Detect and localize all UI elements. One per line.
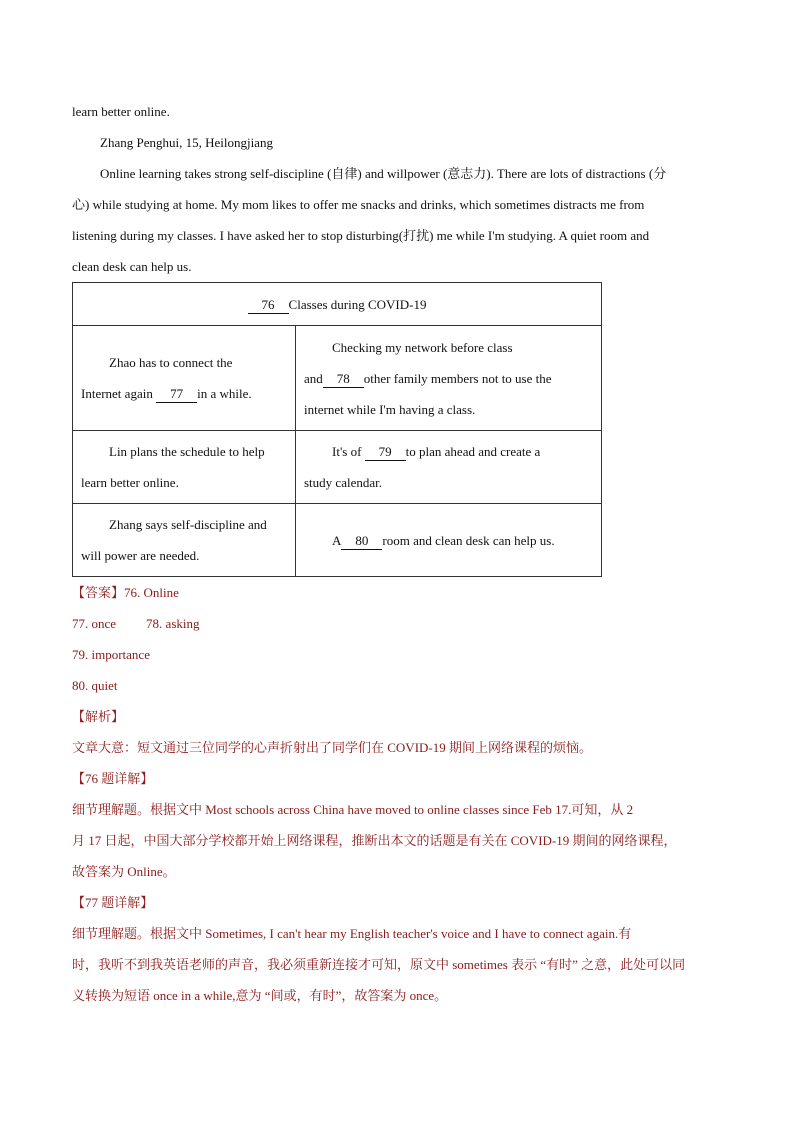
cell-text: other family members not to use the: [363, 370, 552, 386]
cell-text: A: [332, 532, 342, 548]
analysis-summary: 文章大意：短文通过三位同学的心声折射出了同学们在 COVID-19 期间上网络课程的烦恼。: [72, 740, 592, 755]
blank-80: 80: [341, 533, 382, 550]
table-title: [73, 283, 602, 326]
q77-explanation: 细节理解题。根据文中 Sometimes, I can't hear my English teacher's voice and I have to connect again.有: [72, 926, 632, 941]
answer-line: [72, 608, 722, 639]
blank-79: 79: [365, 444, 406, 461]
blank-76: 76: [248, 297, 289, 314]
answer-78: 78. asking: [146, 616, 200, 631]
q77-explanation: 义转换为短语 once in a while,意为 “间或，有时”，故答案为 once。: [72, 988, 448, 1003]
q77-label: 【77 题详解】: [72, 895, 154, 910]
table-cell: [73, 326, 296, 431]
answer-label: 【答案】: [72, 585, 125, 600]
summary-table: [72, 282, 602, 577]
cell-text: Zhang says self-discipline and: [109, 517, 267, 532]
table-cell: [296, 431, 602, 504]
answer-77: 77. once: [72, 616, 117, 631]
passage-line: learn better online.: [72, 104, 170, 119]
cell-text: learn better online.: [81, 475, 179, 490]
cell-text: room and clean desk can help us.: [382, 532, 555, 548]
cell-text: in a while.: [197, 386, 252, 401]
table-cell: [73, 504, 296, 577]
answer-80: 80. quiet: [72, 678, 118, 693]
cell-text: Internet again: [81, 386, 157, 401]
table-cell: [296, 504, 602, 577]
q76-label: 【76 题详解】: [72, 771, 154, 786]
q76-explanation: 故答案为 Online。: [72, 864, 176, 879]
q76-explanation: 细节理解题。根据文中 Most schools across China have moved to online classes since Feb 17.可知，从 2: [72, 802, 634, 817]
blank-77: 77: [156, 386, 197, 403]
cell-text: It's of: [332, 444, 365, 459]
table-cell: [296, 326, 602, 431]
answer-line: [72, 577, 722, 608]
cell-text: Checking my network before class: [332, 339, 513, 355]
passage-line: 心) while studying at home. My mom likes to offer me snacks and drinks, which sometimes distracts me from: [72, 197, 645, 212]
cell-text: internet while I'm having a class.: [304, 401, 476, 417]
passage-line: listening during my classes. I have asked her to stop disturbing(打扰) me while I'm studying. A quiet room and: [72, 228, 650, 243]
answer-76: 76. Online: [124, 585, 179, 600]
passage-line: clean desk can help us.: [72, 259, 192, 274]
cell-text: Lin plans the schedule to help: [109, 444, 265, 459]
q77-explanation: 时，我听不到我英语老师的声音，我必须重新连接才可知，原文中 sometimes 表示 “有时” 之意，此处可以同: [72, 957, 686, 972]
q76-explanation: 月 17 日起，中国大部分学校都开始上网络课程，推断出本文的话题是有关在 COVID-19 期间的网络课程，: [72, 833, 677, 848]
cell-text: to plan ahead and create a: [405, 444, 541, 459]
answer-79: 79. importance: [72, 647, 150, 662]
analysis-label: 【解析】: [72, 709, 125, 724]
passage-author: Zhang Penghui, 15, Heilongjiang: [100, 135, 273, 150]
cell-text: and: [304, 370, 323, 386]
table-title-text: Classes during COVID-19: [288, 296, 427, 312]
cell-text: study calendar.: [304, 475, 382, 490]
blank-78: 78: [323, 371, 364, 388]
table-cell: [73, 431, 296, 504]
document-page: [72, 96, 722, 1011]
cell-text: will power are needed.: [81, 548, 200, 563]
cell-text: Zhao has to connect the: [109, 355, 233, 370]
passage-line: Online learning takes strong self-discipline (自律) and willpower (意志力). There are lots of distractions (分: [100, 166, 667, 181]
